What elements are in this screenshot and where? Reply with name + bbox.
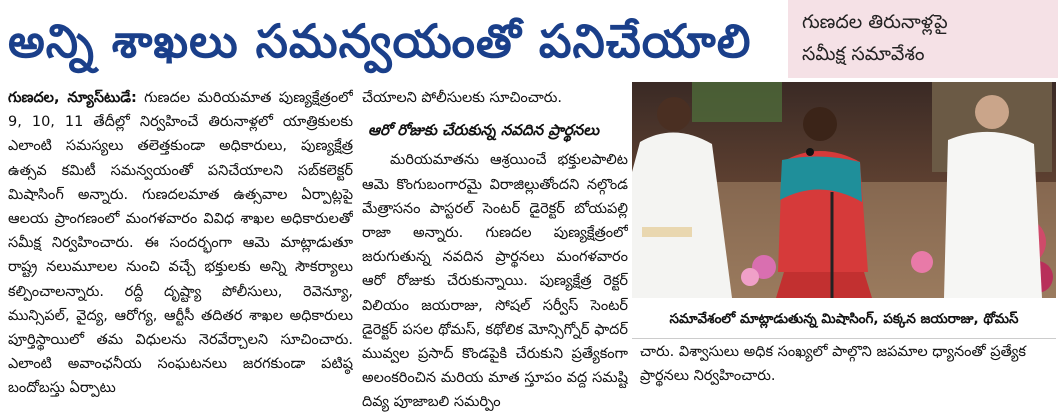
column-2-body: మరియమాతను ఆశ్రయించే భక్తులపాలిట ఆమె కొంగుబంగారమై విరాజిల్లుతోందని నల్గొండ మేత్రాసనం పాస్టరల్ సెంటర్ డైరెక్టర్ బోయపల్లి రాజా అన్నారు. గుణదల పుణ్యక్షేత్రంలో జరుగుతున్న నవదిన ప్రార్థనలు మంగళవారం ఆరో రోజుకు చేరుకున్నాయి. పుణ్యక్షేత్ర రెక్టర్ విలియం జయరాజు, సోషల్ సర్వీస్ సెంటర్ డైరెక్టర్ పసల థోమస్, కథోలిక మోన్సిగ్నోర్ ఫాదర్ మువ్వల ప్రసాద్ కొండపైకి చేరుకుని ప్రత్యేకంగా అలంకరించిన మరియ మాత స్తూపం వద్ద సమష్టి దివ్య పూజాబలి సమర్పిం (362, 152, 628, 411)
column-2-lead: చేయాలని పోలీసులకు సూచించారు. (362, 90, 562, 106)
column-1-body: గుణదల మరియమాత పుణ్యక్షేత్రంలో 9, 10, 11 తేదీల్లో నిర్వహించే తిరునాళ్లలో యాత్రికులకు ఎలాంటి సమస్యలు తలెత్తకుండా అధికారులు, పుణ్యక్షేత్ర ఉత్సవ కమిటీ సమన్వయంతో పనిచేయాలని సబ్‌కలెక్టర్ మిషాసింగ్ అన్నారు. గుణదలమాత ఉత్సవాల ఏర్పాట్లపై ఆలయ ప్రాంగణంలో మంగళవారం వివిధ శాఖల అధికారులతో సమీక్ష నిర్వహించారు. ఈ సందర్భంగా ఆమె మాట్లాడుతూ రాష్ట్ర నలుమూలల నుంచి వచ్చే భక్తులకు అన్ని సౌకర్యాలు కల్పించాలన్నారు. రద్దీ దృష్ట్యా పోలీసులు, రెవెన్యూ, మున్సిపల్, వైద్య, ఆరోగ్య, ఆర్టీసీ తదితర శాఖల అధికారులు పూర్తిస్థాయిలో తమ విధులను నెరవేర్చాలని సూచించారు. ఎలాంటి అవాంఛనీయ సంఘటనలు జరగకుండా పటిష్ఠ బందోబస్తు ఏర్పాటు (8, 90, 353, 397)
dateline: గుణదల, న్యూస్‌టుడే: (8, 90, 137, 106)
article-column-2 (362, 86, 628, 416)
headline: అన్ని శాఖలు సమన్వయంతో పనిచేయాలి (8, 14, 752, 68)
news-photo (632, 82, 1056, 298)
article-column-3 (632, 340, 1056, 416)
kicker-box (788, 0, 1058, 78)
kicker-line-2: సమీక్ష సమావేశం (802, 43, 925, 65)
photo-caption: సమావేశంలో మాట్లాడుతున్న మిషాసింగ్, పక్కన జయరాజు, థోమస్ (632, 300, 1056, 339)
kicker-line-1: గుణదల తిరునాళ్లపై (802, 11, 948, 33)
column-3-body: చారు. విశ్వాసులు అధిక సంఖ్యలో పాల్గొని జపమాల ధ్యానంతో ప్రత్యేక ప్రార్థనలు నిర్వహించారు. (640, 344, 1027, 385)
article-column-1 (8, 86, 353, 416)
subheading: ఆరో రోజుకు చేరుకున్న నవదిన ప్రార్థనలు (368, 121, 600, 140)
